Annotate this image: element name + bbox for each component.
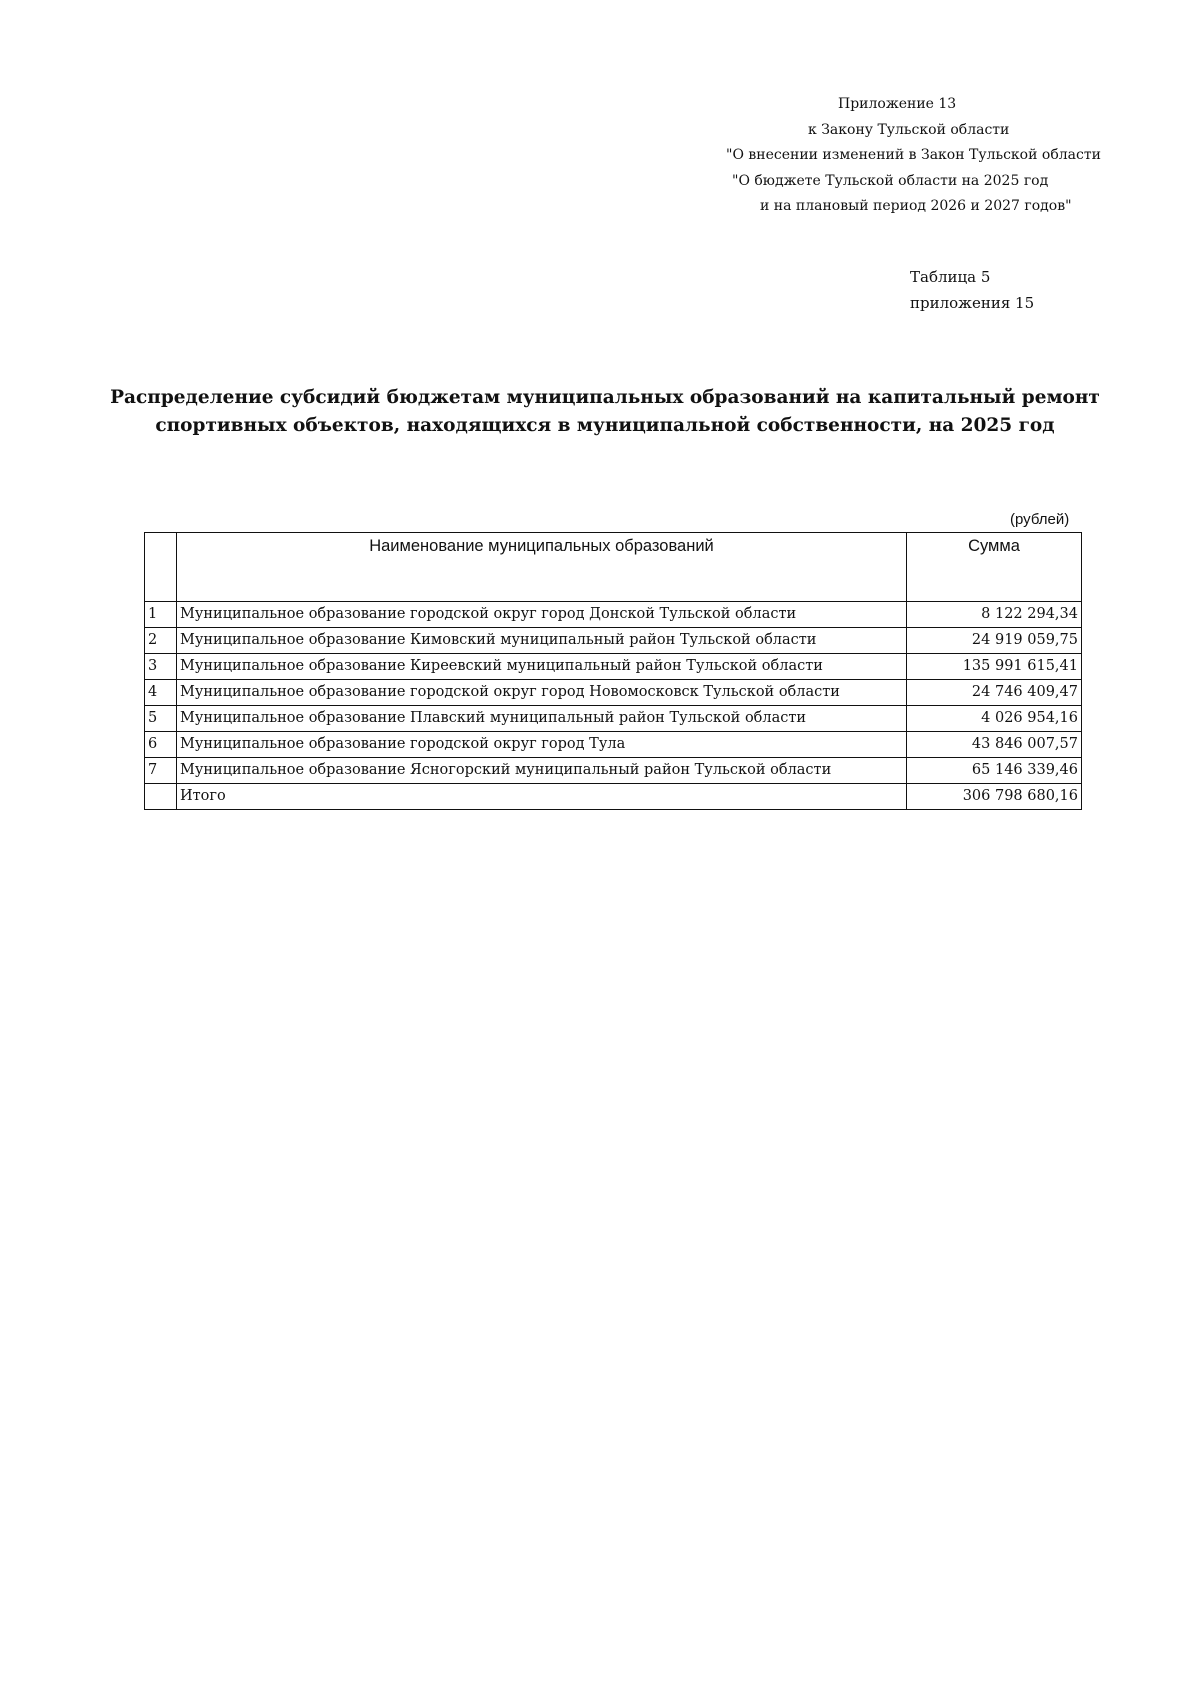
header-number: [145, 533, 177, 602]
appendix-law-title-line2: "О бюджете Тульской области на 2025 год: [732, 172, 1049, 189]
appendix-law-title-line1: "О внесении изменений в Закон Тульской области: [726, 147, 1101, 163]
row-number: 4: [145, 680, 177, 706]
table-row: [145, 654, 1082, 680]
table-row: [145, 628, 1082, 654]
row-number: 5: [145, 706, 177, 732]
header-sum: Сумма: [907, 533, 1082, 602]
row-sum: 24 746 409,47: [907, 680, 1082, 706]
subsidies-table: [144, 532, 1082, 810]
total-number-cell: [145, 784, 177, 810]
table-row: [145, 602, 1082, 628]
total-label: Итого: [177, 784, 907, 810]
appendix-header: [690, 92, 1110, 220]
table-total-row: [145, 784, 1082, 810]
table-reference: [910, 264, 1034, 316]
table-row: [145, 758, 1082, 784]
row-sum: 4 026 954,16: [907, 706, 1082, 732]
table-header-row: [145, 533, 1082, 602]
row-name: Муниципальное образование городской округ город Донской Тульской области: [177, 602, 907, 628]
table-appendix-number: приложения 15: [910, 294, 1035, 312]
row-name: Муниципальное образование городской округ город Новомосковск Тульской области: [177, 680, 907, 706]
row-number: 1: [145, 602, 177, 628]
row-number: 3: [145, 654, 177, 680]
row-sum: 65 146 339,46: [907, 758, 1082, 784]
appendix-law-reference: к Закону Тульской области: [808, 121, 1010, 138]
row-sum: 8 122 294,34: [907, 602, 1082, 628]
appendix-law-title-line3: и на плановый период 2026 и 2027 годов": [760, 198, 1072, 214]
table-row: [145, 706, 1082, 732]
header-name: Наименование муниципальных образований: [177, 533, 907, 602]
document-title: [100, 384, 1110, 440]
row-number: 7: [145, 758, 177, 784]
row-sum: 43 846 007,57: [907, 732, 1082, 758]
row-name: Муниципальное образование Киреевский муниципальный район Тульской области: [177, 654, 907, 680]
units-label: (рублей): [1010, 511, 1070, 528]
table-row: [145, 732, 1082, 758]
table-row: [145, 680, 1082, 706]
document-title-line2: спортивных объектов, находящихся в муниципальной собственности, на 2025 год: [155, 415, 1055, 436]
row-name: Муниципальное образование Кимовский муниципальный район Тульской области: [177, 628, 907, 654]
row-number: 2: [145, 628, 177, 654]
row-name: Муниципальное образование городской округ город Тула: [177, 732, 907, 758]
row-name: Муниципальное образование Плавский муниципальный район Тульской области: [177, 706, 907, 732]
row-name: Муниципальное образование Ясногорский муниципальный район Тульской области: [177, 758, 907, 784]
total-sum: 306 798 680,16: [907, 784, 1082, 810]
row-number: 6: [145, 732, 177, 758]
appendix-number: Приложение 13: [838, 96, 957, 112]
table-number: Таблица 5: [910, 268, 991, 286]
row-sum: 135 991 615,41: [907, 654, 1082, 680]
document-title-line1: Распределение субсидий бюджетам муниципальных образований на капитальный ремонт: [110, 387, 1100, 408]
row-sum: 24 919 059,75: [907, 628, 1082, 654]
